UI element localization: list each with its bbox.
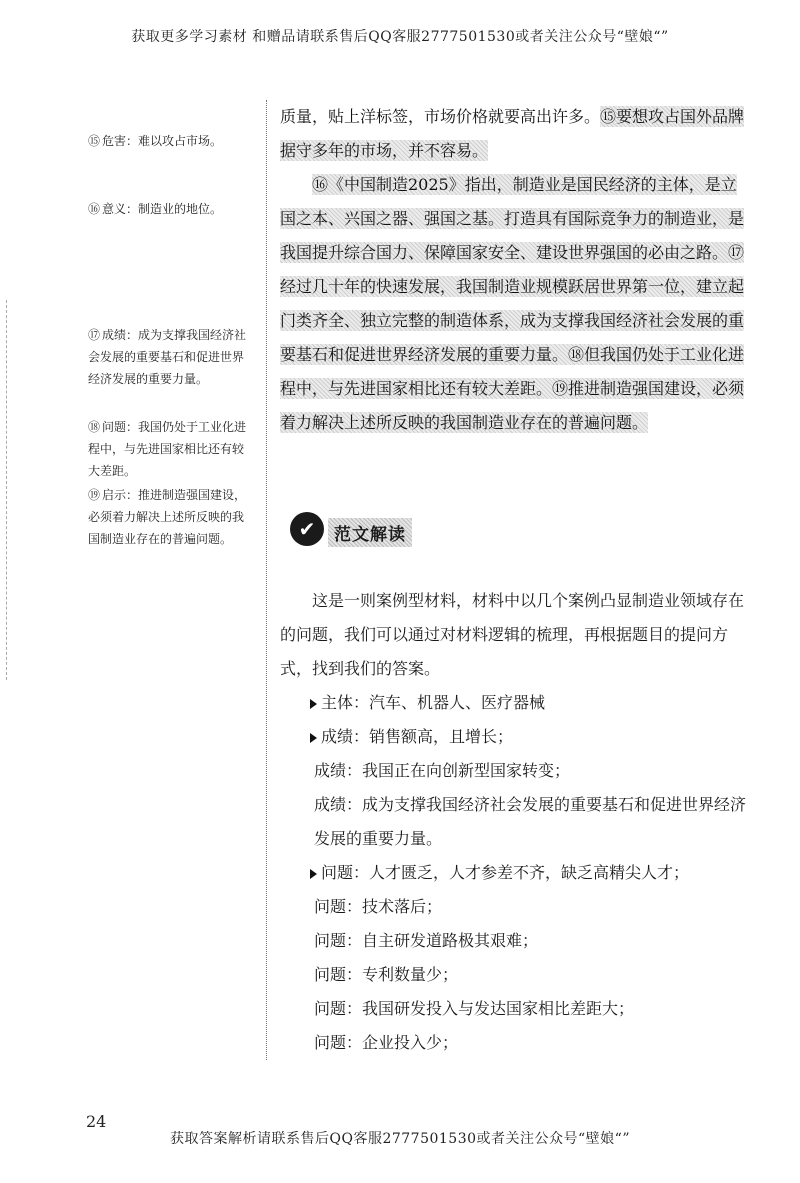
analysis-line-text: 问题：专利数量少； [314,965,459,984]
analysis-line [280,992,750,1026]
page-header: 获取更多学习素材 和赠品请联系售后QQ客服2777501530或者关注公众号“壁娘“” [131,29,669,45]
sidebar-note-15 [88,130,254,152]
analysis-line-text: 问题：技术落后； [314,897,443,916]
triangle-bullet-icon [310,699,317,709]
triangle-bullet-icon [310,733,317,743]
triangle-bullet-icon [310,869,317,879]
note-text: 危害：难以攻占市场。 [102,134,223,148]
analysis-line-text: 成绩：销售额高，且增长； [321,727,514,746]
scan-margin-marks [6,300,13,680]
analysis-line [280,788,750,856]
analysis-line-text: 问题：企业投入少； [314,1033,459,1052]
highlighted-text: ⑯《中国制造2025》指出，制造业是国民经济的主体，是立国之本、兴国之器、强国之基。打造具有国际竞争力的制造业，是我国提升综合国力、保障国家安全、建设世界强国的必由之路。⑰经过几十年的快速发展，我国制造业规模跃居世界第一位，建立起门类齐全、独立完整的制造体系，成为支撑我国经济社会发展的重要基石和促进世界经济发展的重要力量。⑱但我国仍处于工业化进程中，与先进国家相比还有较大差距。⑲推进制造强国建设，必须着力解决上述所反映的我国制造业存在的普遍问题。 [280,175,745,432]
section-heading [290,510,450,550]
note-number: ⑯ [88,202,101,216]
note-text: 启示：推进制造强国建设，必须着力解决上述所反映的我国制造业存在的普遍问题。 [88,488,247,546]
page-number: 24 [86,1112,107,1131]
analysis-line [280,754,750,788]
note-number: ⑱ [88,420,101,434]
note-number: ⑮ [88,134,101,148]
analysis-line [280,890,750,924]
analysis-line-text: 问题：人才匮乏，人才参差不齐，缺乏高精尖人才； [321,863,690,882]
main-paragraph-1 [280,100,746,168]
page-footer: 获取答案解析请联系售后QQ客服2777501530或者关注公众号“壁娘“” [170,1131,630,1147]
analysis-line-text: 问题：自主研发道路极其艰难； [314,931,539,950]
note-number: ⑲ [88,488,101,502]
analysis-block [280,584,750,1060]
analysis-line [280,1026,750,1060]
analysis-lines [280,686,750,1060]
highlighted-text: ⑮要想攻占国外品牌据守多年的市场，并不容易。 [280,107,745,160]
sidebar-note-19 [88,484,254,550]
note-text: 问题：我国仍处于工业化进程中，与先进国家相比还有较大差距。 [88,420,247,478]
analysis-line [280,924,750,958]
note-text: 意义：制造业的地位。 [102,202,223,216]
check-icon: ✔ [290,512,324,546]
analysis-line [280,686,750,720]
analysis-line [280,958,750,992]
sidebar-note-18 [88,416,254,482]
note-number: ⑰ [88,328,101,342]
sidebar-note-16 [88,198,254,220]
analysis-line-text: 成绩：成为支撑我国经济社会发展的重要基石和促进世界经济发展的重要力量。 [314,795,747,848]
analysis-line-text: 成绩：我国正在向创新型国家转变； [314,761,571,780]
analysis-line-text: 问题：我国研发投入与发达国家相比差距大； [314,999,635,1018]
sidebar-note-17 [88,324,254,390]
main-paragraph-2 [280,168,746,440]
section-title: 范文解读 [328,518,412,547]
analysis-line [280,720,750,754]
note-text: 成绩：成为支撑我国经济社会发展的重要基石和促进世界经济发展的重要力量。 [88,328,247,386]
analysis-line [280,856,750,890]
column-divider [266,100,267,1060]
analysis-line-text: 主体：汽车、机器人、医疗器械 [321,693,546,712]
analysis-intro: 这是一则案例型材料，材料中以几个案例凸显制造业领域存在的问题，我们可以通过对材料逻辑的梳理，再根据题目的提问方式，找到我们的答案。 [280,591,745,678]
paragraph-text: 质量，贴上洋标签，市场价格就要高出许多。 [280,107,601,126]
